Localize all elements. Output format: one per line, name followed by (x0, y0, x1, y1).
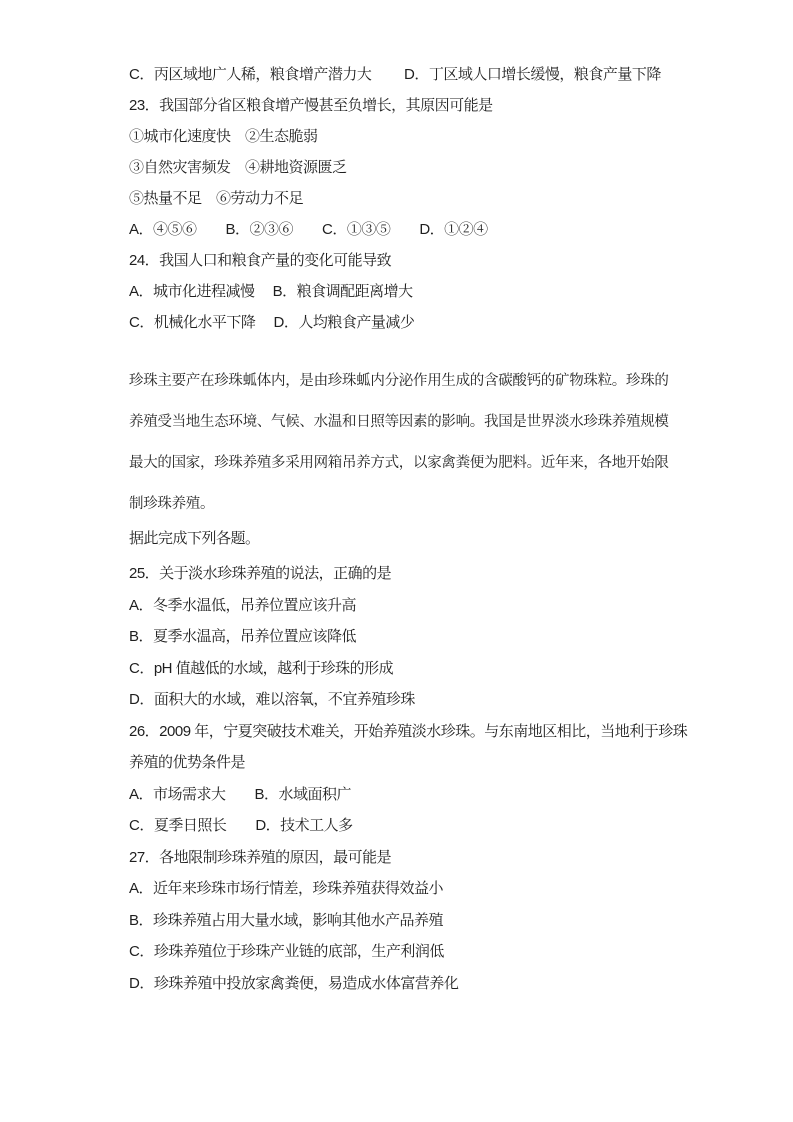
q25-option-a: A．冬季水温低，吊养位置应该升高 (129, 596, 357, 614)
q27-stem: 27．各地限制珍珠养殖的原因，最可能是 (129, 848, 392, 866)
q26-stem-line-2: 养殖的优势条件是 (129, 754, 246, 771)
q25-option-c: C．pH 值越低的水域，越利于珍珠的形成 (129, 659, 394, 677)
q27-option-c: C．珍珠养殖位于珍珠产业链的底部，生产利润低 (129, 943, 444, 960)
q25-stem: 25．关于淡水珍珠养殖的说法，正确的是 (129, 565, 392, 582)
q24-choices-cd: C．机械化水平下降 D．人均粮食产量减少 (129, 314, 415, 331)
q26-choices-cd: C．夏季日照长 D．技术工人多 (129, 817, 353, 834)
q23-item-line-3: ⑤热量不足 ⑥劳动力不足 (129, 190, 304, 207)
q24-stem: 24．我国人口和粮食产量的变化可能导致 (129, 252, 392, 269)
passage-line-3: 最大的国家，珍珠养殖多采用网箱吊养方式，以家禽粪便为肥料。近年来，各地开始限 (129, 455, 669, 471)
q25-option-b: B．夏季水温高，吊养位置应该降低 (129, 628, 357, 645)
grain-questions-section (129, 59, 769, 338)
q27-option-a: A．近年来珍珠市场行情差，珍珠养殖获得效益小 (129, 880, 444, 897)
q23-choices: A．④⑤⑥ B．②③⑥ C．①③⑤ D．①②④ (129, 221, 488, 238)
q27-option-b: B．珍珠养殖占用大量水域，影响其他水产品养殖 (129, 911, 444, 929)
q22-options-cd: C．丙区域地广人稀，粮食增产潜力大 D．丁区域人口增长缓慢，粮食产量下降 (129, 66, 661, 83)
passage-note: 据此完成下列各题。 (129, 530, 260, 547)
q23-stem: 23．我国部分省区粮食增产慢甚至负增长，其原因可能是 (129, 97, 493, 114)
passage-line-4: 制珍珠养殖。 (129, 496, 215, 512)
q25-option-d: D．面积大的水域，难以溶氧，不宜养殖珍珠 (129, 691, 415, 708)
q27-option-d: D．珍珠养殖中投放家禽粪便，易造成水体富营养化 (129, 974, 459, 992)
passage-line-2: 养殖受当地生态环境、气候、水温和日照等因素的影响。我国是世界淡水珍珠养殖规模 (129, 414, 669, 430)
q24-choices-ab: A．城市化进程减慢 B．粮食调配距离增大 (129, 283, 413, 300)
q26-stem-line-1: 26．2009 年，宁夏突破技术难关，开始养殖淡水珍珠。与东南地区相比，当地利于珍珠 (129, 722, 688, 740)
q23-item-line-1: ①城市化速度快 ②生态脆弱 (129, 128, 318, 145)
pearl-passage (129, 361, 769, 525)
pearl-questions-section (129, 558, 769, 999)
passage-line-1: 珍珠主要产在珍珠蛌体内，是由珍珠蛌内分泌作用生成的含碳酸钙的矿物珠粒。珍珠的 (129, 373, 669, 389)
page-content (129, 0, 769, 999)
q23-item-line-2: ③自然灾害频发 ④耕地资源匮乏 (129, 159, 347, 176)
q26-choices-ab: A．市场需求大 B．水域面积广 (129, 785, 352, 803)
